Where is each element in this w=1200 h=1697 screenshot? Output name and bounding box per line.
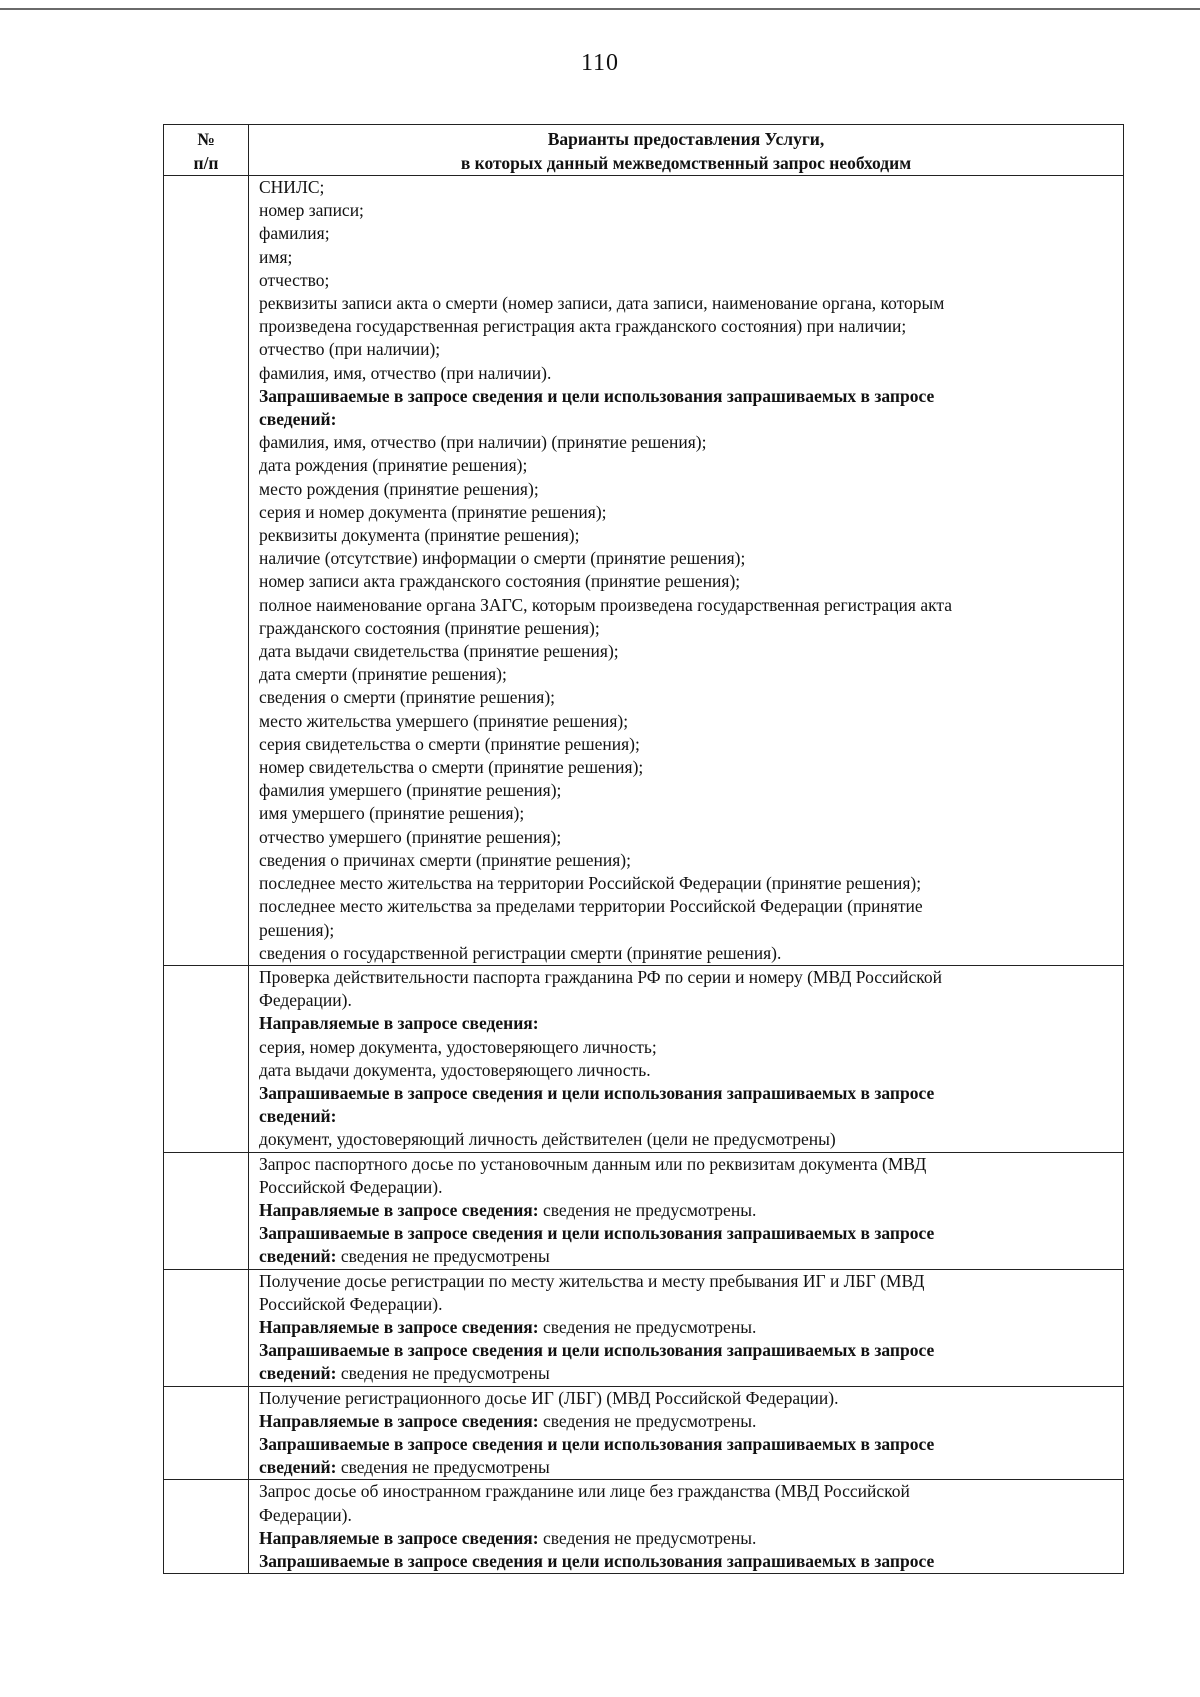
content-line (259, 1387, 1117, 1410)
column-header-number (164, 125, 249, 176)
content-line (259, 570, 1117, 593)
table-row (164, 1152, 1124, 1269)
row-content-cell (249, 1152, 1124, 1269)
content-line (259, 1222, 1117, 1245)
bold-label: Запрашиваемые в запросе сведения и цели использования запрашиваемых в запросе (259, 1550, 935, 1571)
bold-label: сведений: (259, 1363, 337, 1384)
content-line (259, 454, 1117, 477)
bold-label: сведений: (259, 409, 337, 430)
line-text: сведения не предусмотрены (336, 1457, 550, 1478)
line-text: Российской Федерации). (259, 1293, 443, 1314)
row-number-cell (164, 965, 249, 1152)
line-text: реквизиты документа (принятие решения); (259, 525, 580, 546)
row-content-cell (249, 176, 1124, 966)
content-line (259, 802, 1117, 825)
page-number: 110 (580, 50, 620, 76)
header-variants-line: Варианты предоставления Услуги, (547, 129, 825, 149)
line-text: наличие (отсутствие) информации о смерти (принятие решения); (259, 548, 746, 569)
bold-label: Направляемые в запросе сведения: (259, 1316, 539, 1337)
content-line (259, 1293, 1117, 1316)
row-content-cell (249, 1480, 1124, 1574)
line-text: Запрос паспортного досье по установочным данным или по реквизитам документа (МВД (259, 1153, 927, 1174)
column-header-variants (249, 125, 1124, 176)
line-text: Федерации). (259, 1504, 352, 1525)
content-line (259, 989, 1117, 1012)
content-line (259, 431, 1117, 454)
content-line (259, 779, 1117, 802)
line-text: последнее место жительства на территории Российской Федерации (принятие решения); (259, 873, 922, 894)
line-text: фамилия, имя, отчество (при наличии) (принятие решения); (259, 432, 707, 453)
header-variants-line: в которых данный межведомственный запрос необходим (460, 153, 912, 173)
line-text: номер записи; (259, 200, 364, 221)
line-text: фамилия; (259, 223, 330, 244)
row-content-cell (249, 1269, 1124, 1386)
content-line (259, 315, 1117, 338)
line-text: дата смерти (принятие решения); (259, 664, 507, 685)
line-text: СНИЛС; (259, 177, 325, 197)
content-line (259, 919, 1117, 942)
content-line (259, 222, 1117, 245)
content-line (259, 640, 1117, 663)
content-line (259, 176, 1117, 199)
line-text: имя умершего (принятие решения); (259, 803, 525, 824)
line-text: дата выдачи свидетельства (принятие решения); (259, 641, 619, 662)
row-number-cell (164, 176, 249, 966)
content-line (259, 1316, 1117, 1339)
bold-label: сведений: (259, 1246, 337, 1267)
bold-label: Запрашиваемые в запросе сведения и цели использования запрашиваемых в запросе (259, 1433, 935, 1454)
line-text: дата рождения (принятие решения); (259, 455, 528, 476)
line-text: дата выдачи документа, удостоверяющего личность. (259, 1059, 651, 1080)
bold-label: Запрашиваемые в запросе сведения и цели использования запрашиваемых в запросе (259, 385, 935, 406)
line-text: документ, удостоверяющий личность действителен (цели не предусмотрены) (259, 1129, 836, 1150)
bold-label: Запрашиваемые в запросе сведения и цели использования запрашиваемых в запросе (259, 1340, 935, 1361)
content-line (259, 478, 1117, 501)
line-text: сведения о причинах смерти (принятие решения); (259, 849, 631, 870)
content-line (259, 1153, 1117, 1176)
content-line (259, 524, 1117, 547)
content-line (259, 710, 1117, 733)
table-header-row (164, 125, 1124, 176)
content-line (259, 1433, 1117, 1456)
content-line (259, 895, 1117, 918)
content-line (259, 663, 1117, 686)
content-line (259, 292, 1117, 315)
line-text: серия свидетельства о смерти (принятие решения); (259, 733, 640, 754)
line-text: реквизиты записи акта о смерти (номер записи, дата записи, наименование органа, которым (259, 293, 945, 314)
bold-label: Направляемые в запросе сведения: (259, 1013, 539, 1034)
table-row (164, 1386, 1124, 1480)
line-text: полное наименование органа ЗАГС, которым произведена государственная регистрация акта (259, 594, 952, 615)
line-text: серия и номер документа (принятие решения); (259, 501, 607, 522)
content-line (259, 872, 1117, 895)
content-line (259, 1059, 1117, 1082)
content-line (259, 501, 1117, 524)
content-line (259, 1270, 1117, 1293)
content-line (259, 362, 1117, 385)
content-line (259, 617, 1117, 640)
header-num-line: п/п (193, 153, 219, 173)
content-line (259, 966, 1117, 989)
table-row (164, 176, 1124, 966)
line-text: Получение досье регистрации по месту жительства и месту пребывания ИГ и ЛБГ (МВД (259, 1270, 925, 1291)
content-line (259, 547, 1117, 570)
line-text: фамилия умершего (принятие решения); (259, 780, 562, 801)
content-line (259, 1480, 1117, 1503)
content-line (259, 826, 1117, 849)
scan-edge-line (0, 8, 1200, 10)
table-row (164, 1480, 1124, 1574)
bold-label: сведений: (259, 1106, 337, 1127)
content-line (259, 338, 1117, 361)
content-line (259, 686, 1117, 709)
content-line (259, 1245, 1117, 1268)
bold-label: Направляемые в запросе сведения: (259, 1199, 539, 1220)
line-text: место жительства умершего (принятие решения); (259, 710, 629, 731)
row-number-cell (164, 1152, 249, 1269)
content-line (259, 1527, 1117, 1550)
header-num-line: № (197, 129, 215, 149)
line-text: решения); (259, 919, 335, 940)
line-text: сведения не предусмотрены. (538, 1410, 757, 1431)
line-text: сведения о государственной регистрации смерти (принятие решения). (259, 942, 782, 963)
content-line (259, 408, 1117, 431)
line-text: Запрос досье об иностранном гражданине или лице без гражданства (МВД Российской (259, 1481, 910, 1502)
line-text: отчество (при наличии); (259, 339, 441, 360)
table-row (164, 965, 1124, 1152)
content-line (259, 269, 1117, 292)
content-line (259, 1082, 1117, 1105)
bold-label: Направляемые в запросе сведения: (259, 1410, 539, 1431)
line-text: последнее место жительства за пределами территории Российской Федерации (принятие (259, 896, 923, 917)
requests-table (163, 124, 1124, 1574)
content-line (259, 1410, 1117, 1433)
line-text: сведения не предусмотрены (336, 1363, 550, 1384)
bold-label: Направляемые в запросе сведения: (259, 1527, 539, 1548)
content-line (259, 1339, 1117, 1362)
content-line (259, 1012, 1117, 1035)
content-line (259, 385, 1117, 408)
content-line (259, 1036, 1117, 1059)
line-text: фамилия, имя, отчество (при наличии). (259, 362, 552, 383)
content-line (259, 1128, 1117, 1151)
table-row (164, 1269, 1124, 1386)
line-text: отчество; (259, 269, 330, 290)
line-text: сведения не предусмотрены. (538, 1199, 757, 1220)
line-text: сведения не предусмотрены. (538, 1527, 757, 1548)
line-text: сведения не предусмотрены (336, 1246, 550, 1267)
content-line (259, 942, 1117, 965)
line-text: Получение регистрационного досье ИГ (ЛБГ) (МВД Российской Федерации). (259, 1387, 839, 1408)
line-text: номер свидетельства о смерти (принятие решения); (259, 757, 644, 778)
line-text: произведена государственная регистрация акта гражданского состояния) при наличии; (259, 316, 907, 337)
content-line (259, 1504, 1117, 1527)
content-line (259, 1550, 1117, 1573)
content-line (259, 1176, 1117, 1199)
line-text: номер записи акта гражданского состояния (принятие решения); (259, 571, 741, 592)
bold-label: Запрашиваемые в запросе сведения и цели использования запрашиваемых в запросе (259, 1082, 935, 1103)
line-text: Российской Федерации). (259, 1176, 443, 1197)
content-line (259, 594, 1117, 617)
line-text: место рождения (принятие решения); (259, 478, 539, 499)
row-content-cell (249, 1386, 1124, 1480)
content-line (259, 1199, 1117, 1222)
content-line (259, 849, 1117, 872)
line-text: Проверка действительности паспорта гражданина РФ по серии и номеру (МВД Российской (259, 966, 943, 987)
line-text: серия, номер документа, удостоверяющего личность; (259, 1036, 657, 1057)
line-text: Федерации). (259, 990, 352, 1011)
row-number-cell (164, 1269, 249, 1386)
row-content-cell (249, 965, 1124, 1152)
bold-label: Запрашиваемые в запросе сведения и цели использования запрашиваемых в запросе (259, 1223, 935, 1244)
line-text: гражданского состояния (принятие решения); (259, 617, 600, 638)
content-line (259, 1105, 1117, 1128)
content-line (259, 246, 1117, 269)
row-number-cell (164, 1480, 249, 1574)
line-text: сведения о смерти (принятие решения); (259, 687, 556, 708)
line-text: имя; (259, 246, 293, 267)
content-line (259, 199, 1117, 222)
line-text: отчество умершего (принятие решения); (259, 826, 562, 847)
row-number-cell (164, 1386, 249, 1480)
bold-label: сведений: (259, 1457, 337, 1478)
content-line (259, 1456, 1117, 1479)
content-line (259, 756, 1117, 779)
line-text: сведения не предусмотрены. (538, 1316, 757, 1337)
content-line (259, 1362, 1117, 1385)
content-line (259, 733, 1117, 756)
